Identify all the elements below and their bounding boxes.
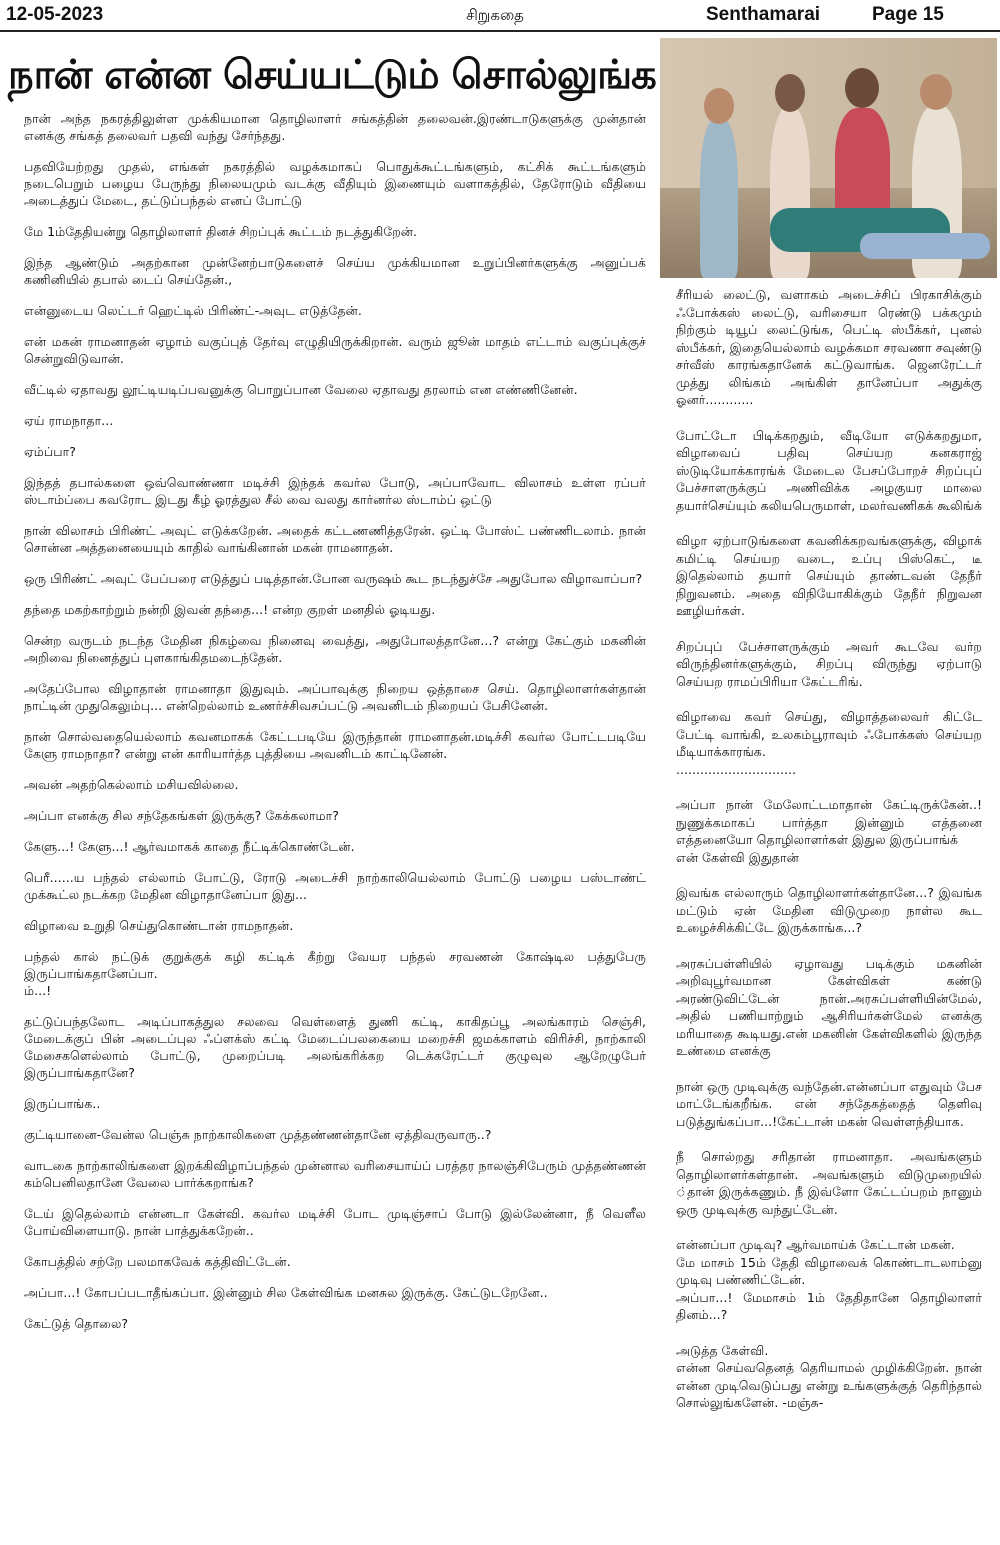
story-paragraph: விழாவை உறுதி செய்துகொண்டான் ராமநாதன். [24, 918, 294, 933]
story-paragraph: நான் சொல்வதையெல்லாம் கவனமாகக் கேட்டபடியே இருந்தான் ராமனாதன்.மடிச்சி கவர்ல போட்டபடியே கேளு ராமநாதா? என்று என் காரியார்த்த புத்தியை அவனிடம் காட்டினேன். [24, 729, 646, 761]
story-paragraph: பெரீ......ய பந்தல் எல்லாம் போட்டு, ரோடு அடைச்சி நாற்காலியெல்லாம் போட்டு பழைய பஸ்டாண்ட் முக்கூட்ல நடக்கற மேதின விழாதானேப்பா இது... [24, 870, 646, 902]
story-paragraph: மே 1ம்தேதியன்று தொழிலாளர் தினச் சிறப்புக் கூட்டம் நடத்துகிறேன். [24, 224, 418, 239]
story-paragraph: கோபத்தில் சற்றே பலமாகவேக் கத்திவிட்டேன். [24, 1254, 291, 1269]
story-paragraph: என்னுடைய லெட்டர் ஹெட்டில் பிரிண்ட்-அவுட எடுத்தேன். [24, 303, 362, 318]
story-paragraph: இருப்பாங்க.. [24, 1096, 101, 1111]
issue-date: 12-05-2023 [6, 4, 104, 25]
side-paragraph: அடுத்த கேள்வி. என்ன செய்வதெனத் தெரியாமல் முழிக்கிறேன். நான் என்ன முடிவெடுப்பது என்று உங்களுக்குத் தெரிந்தால் சொல்லுங்களேன். -மஞ்சு- [676, 1342, 982, 1410]
story-paragraph: பதவியேற்றது முதல், எங்கள் நகரத்தில் வழக்கமாகப் பொதுக்கூட்டங்களும், கட்சிக் கூட்டங்களும் நடைபெறும் பழைய பேருந்து நிலையமும் வடக்கு வீதியும் இணையும் வளாகத்தில், தேரோடும் வீதியை அடைத்துப் மேடை, தட்டுப்பந்தல் எனப் போட்டு [24, 159, 646, 208]
story-paragraph: தட்டுப்பந்தலோட அடிப்பாகத்துல சலவை வெள்ளைத் துணி கட்டி, காகிதப்பூ அலங்காரம் செஞ்சி, மேடைக்குப் பின் அடைப்புல ஃப்ளக்ஸ் கட்டி மேடைப்பலகையை மறைச்சி ஜமக்காளம் விரிச்சி, நாற்காலி மேசைகளெல்லாம் போட்டு, முறைப்படி அலங்கரிக்கற டெக்கரேட்டர் குழுவுல ஆறேழுபேர் இருப்பாங்கதானே? [24, 1014, 646, 1080]
story-paragraph: அப்பா...! கோபப்படாதீங்கப்பா. இன்னும் சில கேள்விங்க மனசுல இருக்கு. கேட்டுடறேனே.. [24, 1285, 548, 1300]
side-paragraph: விழாவை கவர் செய்து, விழாத்தலைவர் கிட்டே பேட்டி வாங்கி, உலகம்பூராவும் ஃபோக்கஸ் செய்யற மீடியாக்காரங்க. .............................. [676, 709, 982, 777]
side-paragraph: விழா ஏற்பாடுங்களை கவனிக்கறவங்களுக்கு, விழாக் கமிட்டி செய்யற வடை, உப்பு பிஸ்கெட், டீ இதெல்லாம் தயார் செய்யும் தாண்டவன் தேநீர் நிறுவனம். அதை விநியோகிக்கும் தேநீர் நிறுவன ஊழியர்கள். [676, 533, 982, 618]
side-story-column [676, 286, 982, 1430]
story-paragraph: பந்தல் கால் நட்டுக் குறுக்குக் கழி கட்டிக் கீற்று வேயர பந்தல் சரவணன் கோஷ்டில பத்துபேரு இருப்பாங்கதானேப்பா. ம்...! [24, 949, 646, 998]
story-paragraph: வீட்டில் ஏதாவது லூட்டியடிப்பவனுக்கு பொறுப்பான வேலை ஏதாவது தரலாம் என எண்ணினேன். [24, 382, 578, 397]
story-paragraph: நான் விலாசம் பிரிண்ட் அவுட் எடுக்கறேன். அதைக் கட்டணணித்தரேன். ஒட்டி போஸ்ட் பண்ணிடலாம். நான் சொன்ன அத்தனையையும் காதில் வாங்கினான் மகன் ராமனாதன். [24, 523, 646, 555]
story-paragraph: நான் அந்த நகரத்திலுள்ள முக்கியமான தொழிலாளர் சங்கத்தின் தலைவன்.இரண்டாடுகளுக்கு முன்தான் எனக்கு சங்கத் தலைவர் பதவி வந்து சேர்ந்தது. [24, 111, 646, 143]
side-paragraph: அப்பா நான் மேலோட்டமாதான் கேட்டிருக்கேன்..! நுணுக்கமாகப் பார்த்தா இன்னும் எத்தனை எத்தனையோ தொழிலாளர்கள் இதுல இருப்பாங்க் என் கேள்வி இதுதான் [676, 797, 982, 865]
side-paragraph: என்னப்பா முடிவு? ஆர்வமாய்க் கேட்டான் மகன். மே மாசம் 15ம் தேதி விழாவைக் கொண்டாடலாம்னு முடிவு பண்ணிட்டேன். அப்பா...! மேமாசம் 1ம் தேதிதானே தொழிலாளர் தினம்...? [676, 1237, 982, 1322]
story-paragraph: டேய் இதெல்லாம் என்னடா கேள்வி. கவர்ல மடிச்சி போட முடிஞ்சாப் போடு இல்லேன்னா, நீ வெளீல போய்விளையாடு. நான் பாத்துக்கறேன்.. [24, 1206, 646, 1238]
page-number: Page 15 [872, 4, 944, 25]
story-paragraph: கேளு...! கேளு...! ஆர்வமாகக் காதை நீட்டிக்கொண்டேன். [24, 839, 355, 854]
story-photo [660, 38, 997, 278]
side-paragraph: போட்டோ பிடிக்கறதும், வீடியோ எடுக்கறதுமா, விழாவைப் பதிவு செய்யற கனகராஜ் ஸ்டுடியோக்காரங்க் மேடைல பேசப்போறச் சிறப்புப் பேச்சாளருக்குப் அணிவிக்க அழகுயர மாலை தயார்செய்யும் கலியபெருமாள், மலர்வணிகக் கூலிங்க் [676, 427, 982, 513]
story-title: நான் என்ன செய்யட்டும் சொல்லுங்க [8, 52, 656, 98]
publication-name: Senthamarai [706, 4, 821, 25]
main-story-column [24, 110, 646, 1346]
story-paragraph: அவன் அதற்கெல்லாம் மசியவில்லை. [24, 777, 239, 792]
story-paragraph: என் மகன் ராமனாதன் ஏழாம் வகுப்புத் தேர்வு எழுதியிருக்கிறான். வரும் ஜூன் மாதம் எட்டாம் வகுப்புக்குச் சென்றுவிடுவான். [24, 334, 646, 366]
story-paragraph: அப்பா எனக்கு சில சந்தேகங்கள் இருக்கு? கேக்கலாமா? [24, 808, 339, 823]
story-paragraph: ஏம்ப்பா? [24, 444, 76, 459]
section-label: சிறுகதை [466, 6, 524, 24]
story-paragraph: ஏய் ராமநாதா... [24, 413, 114, 428]
page-header [0, 0, 1000, 32]
side-paragraph: நான் ஒரு முடிவுக்கு வந்தேன்.என்னப்பா எதுவும் பேச மாட்டேங்கறீங்க. என் சந்தேகத்தைத் தெளிவு படுத்துங்கப்பா...!கேட்டான் மகன் வெள்ளந்தியாக. [676, 1078, 982, 1129]
side-paragraph: நீ சொல்றது சரிதான் ராமனாதா. அவங்களும் தொழிலாளர்கள்தான். அவங்களும் விடுமுறையில் ்தான் இருக்கணும். நீ இவ்ளோ கேட்டப்பறம் நானும் ஒரு முடிவுக்கு வந்துட்டேன். [676, 1149, 982, 1217]
story-paragraph: தந்தை மகற்காற்றும் நன்றி இவன் தந்தை...! என்ற குறள் மனதில் ஓடியது. [24, 602, 436, 617]
story-paragraph: குட்டியானை-வேன்ல பெஞ்சு நாற்காலிகளை முத்தண்ணன்தானே ஏத்திவருவாரு..? [24, 1127, 492, 1142]
story-paragraph: கேட்டுத் தொலை? [24, 1316, 129, 1331]
story-paragraph: ஒரு பிரிண்ட் அவுட் பேப்பரை எடுத்துப் படித்தான்.போன வருஷம் கூட நடந்துச்சே அதுபோல விழாவாப்பா? [24, 571, 643, 586]
story-paragraph: சென்ற வருடம் நடந்த மேதின நிகழ்வை நினைவு வைத்து, அதுபோலத்தானே...? என்று கேட்கும் மகனின் அறிவை நினைத்துப் புளகாங்கிதமடைந்தேன். [24, 633, 646, 665]
story-paragraph: இந்தத் தபால்களை ஒவ்வொண்ணா மடிச்சி இந்தக் கவர்ல போடு, அப்பாவோட விலாசம் உள்ள ரப்பர் ஸ்டாம்ப்பை கவரோட இடது கீழ் ஓரத்துல சீல் வை வலது கார்னர்ல ஸ்டாம்ப் ஒட்டு [24, 475, 646, 507]
side-paragraph: அரசுப்பள்ளியில் ஏழாவது படிக்கும் மகனின் அறிவுபூர்வமான கேள்விகள் கண்டு அரண்டுவிட்டேன் நான்.அரசுப்பள்ளியின்மேல், அதில் பணியாற்றும் ஆசிரியர்கள்மேல் எனக்கு மரியாதை கூடியது.என் மகனின் கேள்விகளில் இருந்த உண்மை எனக்கு [676, 955, 982, 1058]
side-paragraph: சிறப்புப் பேச்சாளருக்கும் அவர் கூடவே வர்ற விருந்தினர்களுக்கும், சிறப்பு விருந்து ஏற்பாடு செய்யற ராமப்பிரியா கேட்டரிங். [676, 638, 982, 689]
story-paragraph: அதேப்போல விழாதான் ராமனாதா இதுவும். அப்பாவுக்கு நிறைய ஒத்தாசை செய். தொழிலாளர்கள்தான் நாட்டின் முதுகெலும்பு... என்றெல்லாம் உணர்ச்சிவசப்பட்டு அவனிடம் நிறையப் பேசினேன். [24, 681, 646, 713]
story-paragraph: வாடகை நாற்காலிங்களை இறக்கிவிழாப்பந்தல் முன்னால வரிசையாய்ப் பரத்தர நாலஞ்சிபேரும் முத்தண்ணன் கம்பெனிலதானே வேலை பார்க்கறாங்க? [24, 1158, 646, 1190]
side-paragraph: சீரியல் லைட்டு, வளாகம் அடைச்சிப் பிரகாசிக்கும் ஃபோக்கஸ் லைட்டு, வரிசையா ரெண்டு பக்கமும் நிற்கும் டியூப் லைட்டுங்க, பெட்டி ஸ்பீக்கர், புனல் ஸ்பீக்கர், இதையெல்லாம் வழக்கமா சரவணா சவுண்டு சர்வீஸ் காரங்கதானேக் கட்டுவாங்க. ஜெனரேட்டர் முத்து லிங்கம் அங்கிள் தானேப்பா அதுக்கு ஓனர்............ [676, 287, 982, 407]
side-paragraph: இவங்க எல்லாரும் தொழிலாளர்கள்தானே...? இவங்க மட்டும் ஏன் மேதின விடுமுறை நாள்ல கூட உழைச்சிக்கிட்டே இருக்காங்க...? [676, 885, 982, 935]
story-paragraph: இந்த ஆண்டும் அதற்கான முன்னேற்பாடுகளைச் செய்ய முக்கியமான உறுப்பினர்களுக்கு அனுப்பக் கணினியில் தபால் டைப் செய்தேன்., [24, 255, 646, 287]
